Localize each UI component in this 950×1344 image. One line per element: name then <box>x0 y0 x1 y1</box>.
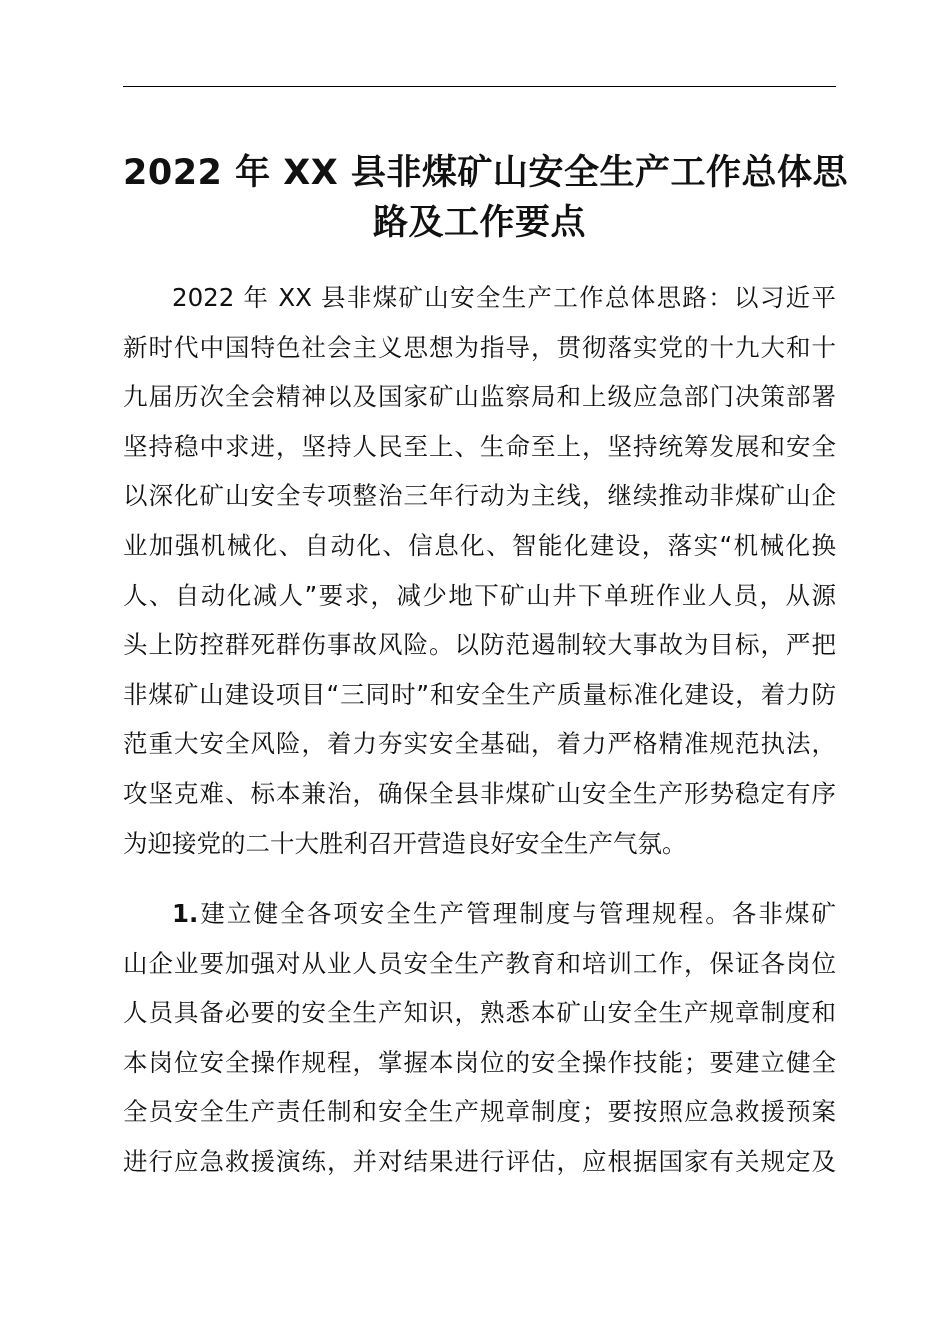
intro-paragraph <box>123 273 836 868</box>
item-1-line: 山企业要加强对从业人员安全生产教育和培训工作，保证各岗位 <box>123 948 836 978</box>
intro-line: 为迎接党的二十大胜利召开营造良好安全生产气氛。 <box>123 828 687 858</box>
intro-line: 新时代中国特色社会主义思想为指导，贯彻落实党的十九大和十 <box>123 332 836 362</box>
intro-line: 以深化矿山安全专项整治三年行动为主线，继续推动非煤矿山企 <box>123 481 836 511</box>
item-1-heading-text: 建立健全各项安全生产管理制度与管理规程。各非煤矿 <box>198 899 836 928</box>
item-1-line: 人员具备必要的安全生产知识，熟悉本矿山安全生产规章制度和 <box>123 998 836 1028</box>
intro-line: 攻坚克难、标本兼治，确保全县非煤矿山安全生产形势稳定有序 <box>123 778 836 808</box>
intro-line: 九届历次全会精神以及国家矿山监察局和上级应急部门决策部署 <box>123 382 836 412</box>
item-1-number: 1. <box>172 899 199 928</box>
item-1-paragraph <box>123 889 836 1187</box>
header-rule <box>123 86 836 87</box>
item-1-line: 进行应急救援演练，并对结果进行评估，应根据国家有关规定及 <box>123 1146 836 1176</box>
intro-line: 2022 年 XX 县非煤矿山安全生产工作总体思路：以习近平 <box>172 283 836 312</box>
intro-line: 范重大安全风险，着力夯实安全基础，着力严格精准规范执法， <box>123 729 836 759</box>
intro-line: 业加强机械化、自动化、信息化、智能化建设，落实“机械化换 <box>123 530 836 560</box>
item-1-first-line <box>123 889 836 939</box>
intro-line: 人、自动化减人”要求，减少地下矿山井下单班作业人员，从源 <box>123 580 836 610</box>
title-line-2: 路及工作要点 <box>372 203 586 243</box>
intro-line: 坚持稳中求进，坚持人民至上、生命至上，坚持统筹发展和安全 <box>123 431 836 461</box>
item-1-line: 全员安全生产责任制和安全生产规章制度；要按照应急救援预案 <box>123 1097 836 1127</box>
item-1-line: 本岗位安全操作规程，掌握本岗位的安全操作技能；要建立健全 <box>123 1047 836 1077</box>
document-title <box>123 148 848 248</box>
title-line-1: 2022 年 XX 县非煤矿山安全生产工作总体思 <box>123 153 848 193</box>
intro-line: 非煤矿山建设项目“三同时”和安全生产质量标准化建设，着力防 <box>123 679 836 709</box>
intro-line: 头上防控群死群伤事故风险。以防范遏制较大事故为目标，严把 <box>123 630 836 660</box>
